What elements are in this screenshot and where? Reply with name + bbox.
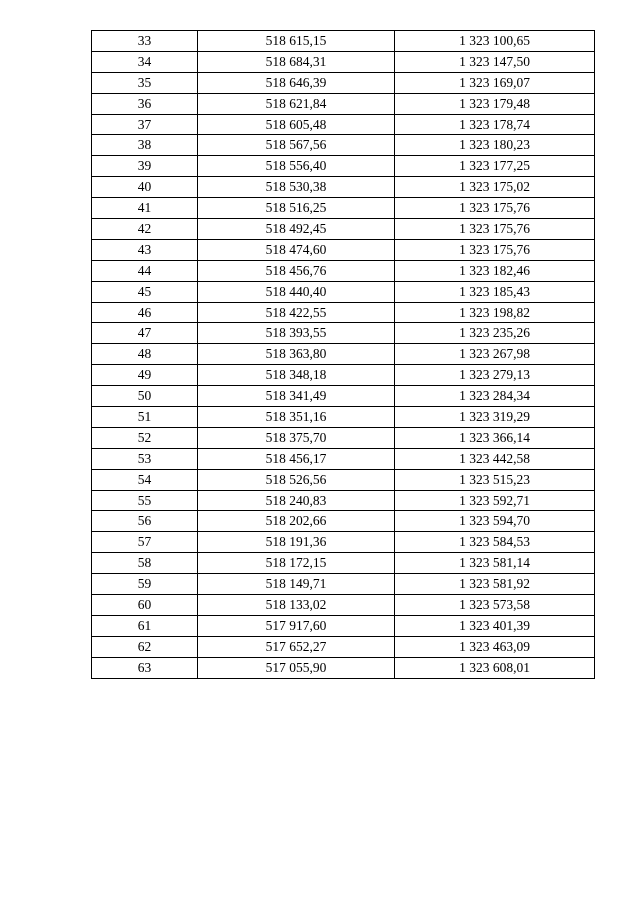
point-number-cell: 60	[92, 595, 198, 616]
x-coordinate-cell: 518 456,17	[198, 448, 395, 469]
x-coordinate-cell: 518 615,15	[198, 31, 395, 52]
y-coordinate-cell: 1 323 175,02	[395, 177, 595, 198]
point-number-cell: 37	[92, 114, 198, 135]
table-row	[92, 198, 595, 219]
x-coordinate-cell: 517 652,27	[198, 636, 395, 657]
x-coordinate-cell: 518 191,36	[198, 532, 395, 553]
table-row	[92, 469, 595, 490]
point-number-cell: 41	[92, 198, 198, 219]
y-coordinate-cell: 1 323 175,76	[395, 239, 595, 260]
x-coordinate-cell: 518 149,71	[198, 574, 395, 595]
x-coordinate-cell: 518 348,18	[198, 365, 395, 386]
point-number-cell: 61	[92, 615, 198, 636]
table-row	[92, 595, 595, 616]
y-coordinate-cell: 1 323 279,13	[395, 365, 595, 386]
table-row	[92, 114, 595, 135]
x-coordinate-cell: 518 422,55	[198, 302, 395, 323]
x-coordinate-cell: 518 341,49	[198, 386, 395, 407]
point-number-cell: 51	[92, 407, 198, 428]
x-coordinate-cell: 518 133,02	[198, 595, 395, 616]
x-coordinate-cell: 517 917,60	[198, 615, 395, 636]
table-row	[92, 511, 595, 532]
x-coordinate-cell: 518 492,45	[198, 219, 395, 240]
table-row	[92, 427, 595, 448]
table-row	[92, 31, 595, 52]
table-row	[92, 386, 595, 407]
x-coordinate-cell: 517 055,90	[198, 657, 395, 678]
table-row	[92, 365, 595, 386]
point-number-cell: 57	[92, 532, 198, 553]
x-coordinate-cell: 518 605,48	[198, 114, 395, 135]
y-coordinate-cell: 1 323 319,29	[395, 407, 595, 428]
y-coordinate-cell: 1 323 100,65	[395, 31, 595, 52]
x-coordinate-cell: 518 363,80	[198, 344, 395, 365]
y-coordinate-cell: 1 323 175,76	[395, 219, 595, 240]
point-number-cell: 38	[92, 135, 198, 156]
x-coordinate-cell: 518 474,60	[198, 239, 395, 260]
table-row	[92, 302, 595, 323]
x-coordinate-cell: 518 684,31	[198, 51, 395, 72]
point-number-cell: 53	[92, 448, 198, 469]
table-row	[92, 156, 595, 177]
table-row	[92, 281, 595, 302]
point-number-cell: 49	[92, 365, 198, 386]
point-number-cell: 55	[92, 490, 198, 511]
point-number-cell: 40	[92, 177, 198, 198]
x-coordinate-cell: 518 516,25	[198, 198, 395, 219]
x-coordinate-cell: 518 556,40	[198, 156, 395, 177]
y-coordinate-cell: 1 323 284,34	[395, 386, 595, 407]
point-number-cell: 50	[92, 386, 198, 407]
y-coordinate-cell: 1 323 180,23	[395, 135, 595, 156]
x-coordinate-cell: 518 202,66	[198, 511, 395, 532]
table-row	[92, 532, 595, 553]
y-coordinate-cell: 1 323 235,26	[395, 323, 595, 344]
point-number-cell: 44	[92, 260, 198, 281]
coordinates-table-body	[92, 31, 595, 679]
table-row	[92, 490, 595, 511]
table-row	[92, 574, 595, 595]
point-number-cell: 59	[92, 574, 198, 595]
point-number-cell: 36	[92, 93, 198, 114]
y-coordinate-cell: 1 323 573,58	[395, 595, 595, 616]
table-row	[92, 177, 595, 198]
x-coordinate-cell: 518 393,55	[198, 323, 395, 344]
table-row	[92, 135, 595, 156]
table-row	[92, 219, 595, 240]
table-row	[92, 51, 595, 72]
coordinates-table	[91, 30, 595, 679]
point-number-cell: 63	[92, 657, 198, 678]
point-number-cell: 47	[92, 323, 198, 344]
point-number-cell: 56	[92, 511, 198, 532]
y-coordinate-cell: 1 323 515,23	[395, 469, 595, 490]
y-coordinate-cell: 1 323 463,09	[395, 636, 595, 657]
y-coordinate-cell: 1 323 592,71	[395, 490, 595, 511]
point-number-cell: 58	[92, 553, 198, 574]
table-row	[92, 260, 595, 281]
point-number-cell: 46	[92, 302, 198, 323]
x-coordinate-cell: 518 456,76	[198, 260, 395, 281]
y-coordinate-cell: 1 323 178,74	[395, 114, 595, 135]
x-coordinate-cell: 518 530,38	[198, 177, 395, 198]
point-number-cell: 39	[92, 156, 198, 177]
y-coordinate-cell: 1 323 608,01	[395, 657, 595, 678]
y-coordinate-cell: 1 323 584,53	[395, 532, 595, 553]
y-coordinate-cell: 1 323 175,76	[395, 198, 595, 219]
point-number-cell: 35	[92, 72, 198, 93]
x-coordinate-cell: 518 375,70	[198, 427, 395, 448]
x-coordinate-cell: 518 646,39	[198, 72, 395, 93]
y-coordinate-cell: 1 323 177,25	[395, 156, 595, 177]
y-coordinate-cell: 1 323 594,70	[395, 511, 595, 532]
table-row	[92, 636, 595, 657]
point-number-cell: 62	[92, 636, 198, 657]
point-number-cell: 54	[92, 469, 198, 490]
table-row	[92, 553, 595, 574]
table-row	[92, 344, 595, 365]
table-row	[92, 323, 595, 344]
y-coordinate-cell: 1 323 366,14	[395, 427, 595, 448]
x-coordinate-cell: 518 567,56	[198, 135, 395, 156]
x-coordinate-cell: 518 172,15	[198, 553, 395, 574]
y-coordinate-cell: 1 323 169,07	[395, 72, 595, 93]
y-coordinate-cell: 1 323 185,43	[395, 281, 595, 302]
x-coordinate-cell: 518 240,83	[198, 490, 395, 511]
x-coordinate-cell: 518 621,84	[198, 93, 395, 114]
table-row	[92, 239, 595, 260]
point-number-cell: 34	[92, 51, 198, 72]
point-number-cell: 45	[92, 281, 198, 302]
x-coordinate-cell: 518 526,56	[198, 469, 395, 490]
table-row	[92, 407, 595, 428]
table-row	[92, 657, 595, 678]
x-coordinate-cell: 518 351,16	[198, 407, 395, 428]
table-row	[92, 72, 595, 93]
table-row	[92, 93, 595, 114]
table-row	[92, 615, 595, 636]
table-row	[92, 448, 595, 469]
point-number-cell: 33	[92, 31, 198, 52]
y-coordinate-cell: 1 323 179,48	[395, 93, 595, 114]
y-coordinate-cell: 1 323 442,58	[395, 448, 595, 469]
point-number-cell: 48	[92, 344, 198, 365]
y-coordinate-cell: 1 323 182,46	[395, 260, 595, 281]
y-coordinate-cell: 1 323 147,50	[395, 51, 595, 72]
y-coordinate-cell: 1 323 581,14	[395, 553, 595, 574]
x-coordinate-cell: 518 440,40	[198, 281, 395, 302]
point-number-cell: 42	[92, 219, 198, 240]
y-coordinate-cell: 1 323 401,39	[395, 615, 595, 636]
point-number-cell: 52	[92, 427, 198, 448]
y-coordinate-cell: 1 323 267,98	[395, 344, 595, 365]
y-coordinate-cell: 1 323 198,82	[395, 302, 595, 323]
y-coordinate-cell: 1 323 581,92	[395, 574, 595, 595]
point-number-cell: 43	[92, 239, 198, 260]
